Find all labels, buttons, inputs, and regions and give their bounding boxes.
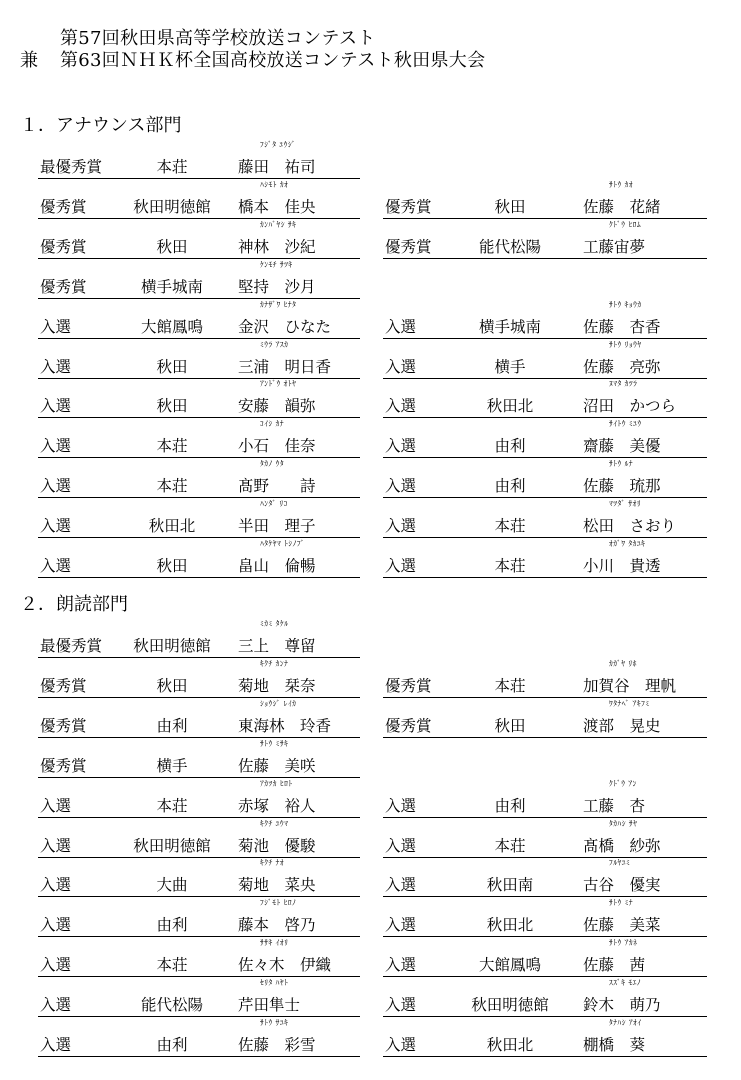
name-reading: ｻﾄｳ ﾘｮｳﾔ bbox=[609, 339, 642, 349]
winner-name: 髙野 詩 bbox=[238, 477, 316, 496]
award-entry bbox=[383, 339, 707, 379]
name-reading: ﾌﾙﾔﾕﾐ bbox=[609, 858, 631, 868]
winner-name: 髙橋 紗弥 bbox=[583, 836, 661, 855]
name-reading: ｱｶﾂｶ ﾋﾛﾄ bbox=[260, 778, 293, 788]
winner-name: 佐藤 琉那 bbox=[583, 477, 661, 496]
winner-name: 芹田隼士 bbox=[238, 996, 301, 1015]
school-name: 秋田北 bbox=[486, 916, 534, 935]
school-name: 秋田明徳館 bbox=[133, 637, 211, 655]
award-label: 入選 bbox=[385, 836, 417, 855]
header-line1: 第57回秋田県高等学校放送コンテスト bbox=[60, 28, 376, 49]
header-line2: 第63回ＮＨＫ杯全国高校放送コンテスト秋田県大会 bbox=[60, 50, 486, 71]
school-name: 秋田 bbox=[156, 557, 188, 575]
winner-name: 佐藤 茜 bbox=[583, 956, 646, 975]
school-name: 由利 bbox=[156, 916, 188, 935]
winner-name: 藤本 啓乃 bbox=[238, 916, 316, 935]
award-label: 優秀賞 bbox=[40, 237, 87, 256]
award-label: 入選 bbox=[40, 916, 72, 935]
name-reading: ｻﾄｳ ﾐｻｷ bbox=[260, 738, 289, 748]
school-name: 由利 bbox=[156, 716, 188, 735]
award-label: 入選 bbox=[385, 517, 417, 536]
school-name: 由利 bbox=[494, 477, 526, 496]
award-label: 入選 bbox=[385, 876, 417, 895]
name-reading: ｻﾄｳ ｶｵ bbox=[609, 179, 634, 189]
winner-name: 小川 貴透 bbox=[583, 557, 661, 575]
award-label: 入選 bbox=[40, 317, 72, 336]
winner-name: 工藤 杏 bbox=[583, 796, 646, 815]
winner-name: 佐々木 伊織 bbox=[238, 956, 332, 975]
winner-name: 三浦 明日香 bbox=[238, 357, 332, 376]
school-name: 大曲 bbox=[156, 876, 188, 895]
school-name: 本荘 bbox=[494, 557, 526, 575]
school-name: 秋田 bbox=[494, 716, 526, 735]
award-entry bbox=[38, 219, 360, 259]
winner-name: 三上 尊留 bbox=[238, 637, 316, 655]
school-name: 秋田明徳館 bbox=[471, 996, 549, 1015]
winner-name: 神林 沙紀 bbox=[238, 237, 316, 256]
name-reading: ﾌｼﾞﾀ ﾕｳｼﾞ bbox=[260, 140, 296, 149]
school-name: 横手城南 bbox=[478, 317, 542, 336]
award-entry bbox=[38, 698, 360, 738]
award-label: 優秀賞 bbox=[40, 676, 87, 695]
award-label: 入選 bbox=[40, 876, 72, 895]
award-label: 入選 bbox=[40, 796, 72, 815]
award-label: 優秀賞 bbox=[40, 756, 87, 775]
school-name: 横手 bbox=[156, 756, 188, 775]
award-label: 入選 bbox=[40, 437, 72, 456]
award-entry bbox=[383, 977, 707, 1017]
award-label: 入選 bbox=[40, 397, 72, 416]
section-title: ２．朗読部門 bbox=[20, 594, 128, 615]
award-entry bbox=[38, 857, 360, 897]
award-entry bbox=[383, 937, 707, 977]
name-reading: ｶｶﾞﾔ ﾘﾎ bbox=[609, 658, 637, 668]
award-entry bbox=[38, 179, 360, 219]
school-name: 秋田南 bbox=[486, 876, 534, 895]
school-name: 本荘 bbox=[156, 437, 188, 456]
name-reading: ﾀｶﾊｼ ｻﾔ bbox=[609, 818, 638, 828]
winner-name: 小石 佳奈 bbox=[238, 437, 316, 456]
name-reading: ｹﾝﾓﾁ ｻﾂｷ bbox=[260, 259, 293, 269]
award-label: 入選 bbox=[385, 1036, 417, 1054]
name-reading: ﾐｳﾗ ｱｽｶ bbox=[260, 339, 289, 349]
school-name: 由利 bbox=[156, 1036, 188, 1054]
name-reading: ｻﾄｳ ﾐﾅ bbox=[609, 898, 634, 908]
award-entry bbox=[38, 139, 360, 179]
winner-name: 佐藤 美咲 bbox=[238, 756, 316, 775]
award-entry bbox=[38, 299, 360, 339]
award-entry bbox=[383, 857, 707, 897]
award-entry bbox=[383, 658, 707, 698]
school-name: 能代松陽 bbox=[140, 996, 204, 1015]
winner-name: 菊池 優駿 bbox=[238, 836, 316, 855]
award-label: 優秀賞 bbox=[385, 197, 432, 216]
winner-name: 赤塚 裕人 bbox=[238, 796, 316, 815]
award-entry bbox=[38, 418, 360, 458]
name-reading: ﾀﾅﾊｼ ｱｵｲ bbox=[609, 1018, 642, 1027]
school-name: 本荘 bbox=[156, 956, 188, 975]
award-label: 最優秀賞 bbox=[40, 637, 103, 655]
name-reading: ｸﾄﾞｳ ﾋﾛﾑ bbox=[609, 219, 642, 229]
school-name: 秋田 bbox=[156, 237, 188, 256]
name-reading: ｺｲｼ ｶﾅ bbox=[260, 419, 285, 429]
name-reading: ｷｸﾁ ﾕｳﾏ bbox=[260, 818, 289, 828]
winner-name: 松田 さおり bbox=[583, 517, 677, 536]
name-reading: ｻﾄｳ ｻﾕｷ bbox=[260, 1018, 289, 1027]
winner-name: 工藤宙夢 bbox=[583, 237, 646, 256]
school-name: 大館鳳鳴 bbox=[140, 317, 204, 336]
winner-name: 棚橋 葵 bbox=[583, 1036, 646, 1054]
winner-name: 安藤 韻弥 bbox=[238, 397, 316, 416]
award-label: 入選 bbox=[40, 477, 72, 496]
name-reading: ｽｽﾞｷ ﾓｴﾉ bbox=[609, 978, 642, 988]
school-name: 由利 bbox=[494, 796, 526, 815]
school-name: 本荘 bbox=[494, 676, 526, 695]
name-reading: ﾜﾀﾅﾍﾞ ｱｷﾌﾐ bbox=[609, 698, 650, 708]
winner-name: 佐藤 美菜 bbox=[583, 916, 661, 935]
winner-name: 堅持 沙月 bbox=[238, 277, 316, 296]
award-label: 入選 bbox=[40, 517, 72, 536]
award-label: 入選 bbox=[385, 397, 417, 416]
award-entry bbox=[38, 618, 360, 658]
winner-name: 齋藤 美優 bbox=[583, 437, 661, 456]
award-label: 入選 bbox=[385, 437, 417, 456]
winner-name: 金沢 ひなた bbox=[238, 317, 332, 336]
name-reading: ｸﾄﾞｳ ｱﾝ bbox=[609, 778, 637, 788]
award-entry bbox=[38, 498, 360, 538]
name-reading: ｼｮｳｼﾞ ﾚｲｶ bbox=[260, 698, 297, 708]
name-reading: ｱﾝﾄﾞｳ ｵﾄﾔ bbox=[260, 379, 297, 389]
school-name: 秋田北 bbox=[486, 397, 534, 416]
winner-name: 古谷 優実 bbox=[583, 876, 661, 895]
award-label: 入選 bbox=[40, 557, 72, 575]
name-reading: ﾐｶﾐ ﾀｹﾙ bbox=[260, 619, 289, 628]
name-reading: ｻﾄｳ ｷｮｳｶ bbox=[609, 299, 642, 309]
name-reading: ｶﾝﾊﾞﾔｼ ｻｷ bbox=[260, 219, 297, 229]
winner-name: 藤田 祐司 bbox=[238, 158, 316, 176]
award-entry bbox=[383, 378, 707, 418]
award-entry bbox=[383, 498, 707, 538]
school-name: 横手 bbox=[494, 357, 526, 376]
award-entry bbox=[38, 937, 360, 977]
award-label: 入選 bbox=[385, 996, 417, 1015]
name-reading: ｷｸﾁ ｶﾝﾅ bbox=[260, 658, 289, 668]
award-entry bbox=[38, 378, 360, 418]
award-label: 優秀賞 bbox=[385, 237, 432, 256]
award-entry bbox=[38, 339, 360, 379]
school-name: 秋田 bbox=[156, 357, 188, 376]
name-reading: ﾀｶﾉ ｳﾀ bbox=[260, 459, 285, 469]
winner-name: 鈴木 萌乃 bbox=[583, 996, 661, 1015]
name-reading: ｻｻｷ ｲｵﾘ bbox=[260, 938, 289, 948]
school-name: 秋田北 bbox=[148, 517, 196, 536]
name-reading: ﾇﾏﾀ ｶﾂﾗ bbox=[609, 379, 638, 389]
winner-name: 佐藤 亮弥 bbox=[583, 357, 661, 376]
award-label: 入選 bbox=[40, 1036, 72, 1054]
award-entry bbox=[383, 1017, 707, 1057]
award-label: 入選 bbox=[40, 996, 72, 1015]
name-reading: ｷｸﾁ ﾅｵ bbox=[260, 858, 285, 868]
name-reading: ｻｲﾄｳ ﾐﾕｳ bbox=[609, 419, 642, 429]
award-label: 優秀賞 bbox=[40, 716, 87, 735]
header-prefix: 兼 bbox=[20, 50, 39, 71]
school-name: 本荘 bbox=[156, 158, 188, 176]
name-reading: ｻﾄｳ ﾙﾅ bbox=[609, 459, 634, 469]
award-entry bbox=[38, 977, 360, 1017]
award-entry bbox=[38, 1017, 360, 1057]
school-name: 本荘 bbox=[494, 517, 526, 536]
award-label: 入選 bbox=[385, 956, 417, 975]
school-name: 秋田北 bbox=[486, 1036, 534, 1054]
award-entry bbox=[38, 658, 360, 698]
school-name: 秋田明徳館 bbox=[133, 836, 211, 855]
school-name: 秋田 bbox=[494, 197, 526, 216]
winner-name: 渡部 晃史 bbox=[583, 716, 661, 735]
award-entry bbox=[383, 818, 707, 858]
award-label: 優秀賞 bbox=[40, 197, 87, 216]
award-entry bbox=[383, 538, 707, 578]
award-entry bbox=[38, 738, 360, 778]
school-name: 秋田明徳館 bbox=[133, 197, 211, 216]
award-label: 入選 bbox=[40, 357, 72, 376]
name-reading: ﾏﾂﾀﾞ ｻｵﾘ bbox=[609, 499, 642, 509]
winner-name: 加賀谷 理帆 bbox=[583, 676, 677, 695]
award-label: 入選 bbox=[40, 836, 72, 855]
award-entry bbox=[383, 179, 707, 219]
winner-name: 橋本 佳央 bbox=[238, 197, 316, 216]
school-name: 秋田 bbox=[156, 676, 188, 695]
award-label: 優秀賞 bbox=[40, 277, 87, 296]
award-entry bbox=[383, 299, 707, 339]
award-entry bbox=[38, 778, 360, 818]
school-name: 本荘 bbox=[156, 477, 188, 496]
award-entry bbox=[383, 418, 707, 458]
award-entry bbox=[38, 818, 360, 858]
award-entry bbox=[383, 897, 707, 937]
winner-name: 半田 理子 bbox=[238, 517, 316, 536]
section-title: １．アナウンス部門 bbox=[20, 115, 182, 136]
winner-name: 佐藤 杏香 bbox=[583, 317, 661, 336]
award-label: 優秀賞 bbox=[385, 716, 432, 735]
award-label: 入選 bbox=[385, 796, 417, 815]
winner-name: 菊地 栞奈 bbox=[238, 676, 316, 695]
award-label: 入選 bbox=[385, 477, 417, 496]
award-entry bbox=[38, 897, 360, 937]
award-label: 入選 bbox=[385, 357, 417, 376]
name-reading: ﾊｼﾓﾄ ｶｵ bbox=[260, 179, 289, 189]
school-name: 能代松陽 bbox=[478, 237, 542, 256]
school-name: 本荘 bbox=[494, 836, 526, 855]
award-label: 入選 bbox=[385, 916, 417, 935]
award-entry bbox=[383, 698, 707, 738]
award-label: 入選 bbox=[385, 557, 417, 575]
name-reading: ﾌｼﾞﾓﾄ ﾋﾛﾉ bbox=[260, 898, 297, 908]
award-entry bbox=[38, 259, 360, 299]
winner-name: 東海林 玲香 bbox=[238, 716, 332, 735]
name-reading: ﾊﾀｹﾔﾏ ﾄｼﾉﾌﾞ bbox=[260, 539, 305, 548]
winner-name: 畠山 倫暢 bbox=[238, 557, 316, 575]
name-reading: ﾊﾝﾀﾞ ﾘｺ bbox=[260, 499, 288, 509]
school-name: 秋田 bbox=[156, 397, 188, 416]
winner-name: 菊地 菜央 bbox=[238, 876, 316, 895]
award-entry bbox=[38, 538, 360, 578]
name-reading: ｶﾅｻﾞﾜ ﾋﾅﾀ bbox=[260, 299, 297, 309]
school-name: 大館鳳鳴 bbox=[478, 956, 542, 975]
award-entry bbox=[383, 778, 707, 818]
name-reading: ｻﾄｳ ｱｶﾈ bbox=[609, 938, 638, 948]
award-label: 入選 bbox=[40, 956, 72, 975]
school-name: 本荘 bbox=[156, 796, 188, 815]
award-entry bbox=[383, 458, 707, 498]
award-label: 入選 bbox=[385, 317, 417, 336]
school-name: 横手城南 bbox=[140, 277, 204, 296]
award-label: 最優秀賞 bbox=[40, 158, 103, 176]
school-name: 由利 bbox=[494, 437, 526, 456]
name-reading: ｾﾘﾀ ﾊﾔﾄ bbox=[260, 978, 289, 988]
award-entry bbox=[38, 458, 360, 498]
name-reading: ｵｶﾞﾜ ﾀｶﾕｷ bbox=[609, 539, 646, 548]
award-label: 優秀賞 bbox=[385, 676, 432, 695]
winner-name: 佐藤 彩雪 bbox=[238, 1036, 316, 1054]
winner-name: 沼田 かつら bbox=[583, 397, 677, 416]
award-entry bbox=[383, 219, 707, 259]
winner-name: 佐藤 花緒 bbox=[583, 197, 661, 216]
